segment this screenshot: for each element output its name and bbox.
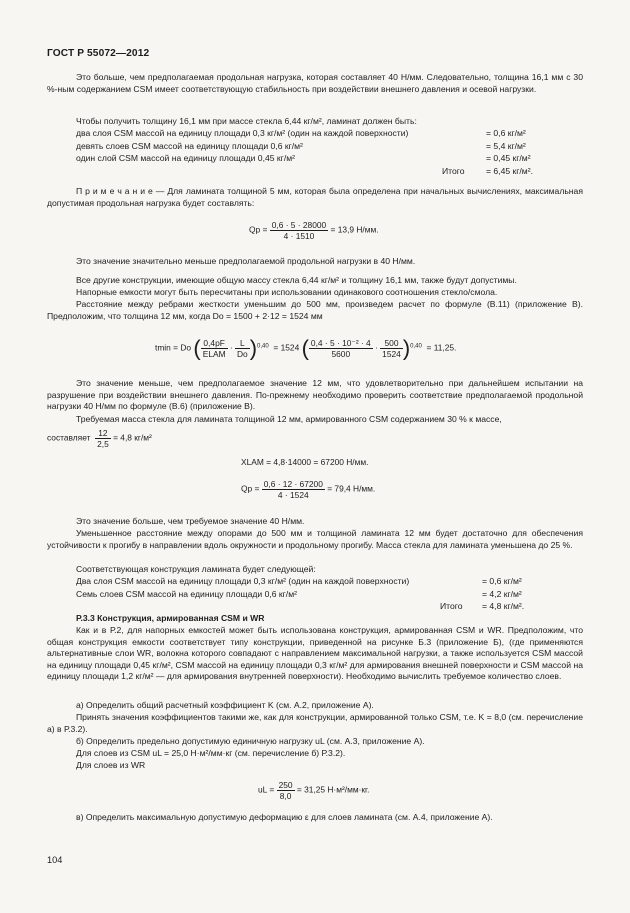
paragraph-15: б) Определить предельно допустимую единичную нагрузку uL (см. А.3, приложение А). [76, 736, 425, 746]
eq2-rhs: = 11,25. [426, 342, 457, 353]
list1-item-3-value: = 0,45 кг/м² [486, 153, 531, 163]
paragraph-1: Это больше, чем предполагаемая продольная нагрузка, которая составляет 40 Н/мм. Следовательно, толщина 16,1 мм с 30 %-ным содержанием CSM имеет соответствующую стабильность при воздействии внешнего давления и осевой нагрузки. [47, 72, 583, 94]
eq2-left-paren: ( [193, 335, 201, 361]
paragraph-18: в) Определить максимальную допустимую деформацию ε для слоев ламината (см. А.4, приложение А). [76, 812, 493, 822]
document-header: ГОСТ Р 55072—2012 [47, 48, 150, 59]
list1-item-3-label: один слой CSM массой на единицу площади 0,45 кг/м² [76, 153, 295, 163]
eq5-rhs: = 31,25 Н·м²/мм·кг. [296, 784, 370, 795]
eq2-f1-numerator: 0,4pF [201, 338, 228, 349]
section-title: Р.3.3 Конструкция, армированная CSM и WR [76, 613, 265, 623]
page-number: 104 [47, 855, 63, 865]
paragraph-2-intro: Чтобы получить толщину 16,1 мм при массе стекла 6,44 кг/м², ламинат должен быть: [76, 116, 417, 126]
eq2-f3-denominator: 5600 [331, 349, 351, 359]
eq1-rhs: = 13,9 Н/мм. [330, 224, 379, 235]
eq2-mid: = 1524 [273, 342, 300, 353]
paragraph-14: Принять значения коэффициентов такими же, как для конструкции, армированной только CSM, т.е. K = 8,0 (см. перечисление а) в Р.3.2). [47, 712, 583, 734]
equation-3 [241, 457, 368, 469]
eq5-fraction [277, 780, 295, 801]
paragraph-13: а) Определить общий расчетный коэффициент K (см. А.2, приложение А). [76, 700, 374, 710]
eq2-f2-numerator: L [235, 338, 250, 349]
paragraph-4: Все другие конструкции, имеющие общую массу стекла 6,44 кг/м² и толщину 16,1 мм, также будут допустимы. [76, 275, 517, 285]
paragraph-10: Уменьшенное расстояние между опорами до 500 мм и толщиной ламината 12 мм будет достаточно для обеспечения устойчивости к прогибу в направлении вдоль окружности и продольному прогибу. Масса стекла для ламината уменьшена до 25 %. [47, 528, 583, 550]
eq2-fraction-4 [380, 338, 403, 359]
paragraph-6: Расстояние между ребрами жесткости уменьшим до 500 мм, произведем расчет по формуле (В.11) (приложение В). Предположим, что толщина 12 мм, когда Do = 1500 + 2·12 = 1524 мм [47, 299, 583, 321]
eq2-fraction-3 [309, 338, 373, 359]
eq2-exponent-2: 0,40 [410, 343, 422, 350]
list1-item-2-label: девять слоев CSM массой на единицу площади 0,6 кг/м² [76, 141, 303, 151]
equation-5 [258, 780, 369, 801]
list1-item-1-label: два слоя CSM массой на единицу площади 0,3 кг/м² (один на каждой поверхности) [76, 128, 409, 138]
eq2-lhs: tmin = Do [155, 342, 192, 353]
paragraph-8: Требуемая масса стекла для ламината толщиной 12 мм, армированного CSM содержанием 30 % к массе, [76, 414, 502, 424]
paragraph-17: Для слоев из WR [76, 760, 146, 770]
p8-numerator: 12 [95, 428, 111, 439]
p8-rhs: = 4,8 кг/м² [113, 432, 152, 443]
eq4-lhs: Qp = [241, 483, 260, 494]
list2-item-2-label: Семь слоев CSM массой на единицу площади 0,6 кг/м² [76, 589, 297, 599]
eq2-right-paren: ) [249, 335, 258, 361]
eq2-right-paren-2: ) [402, 335, 411, 361]
equation-2: tmin = Do ( $\frac{0,4pF}{\text{ELAM}}$ · $\frac{L}{Do}$ )$^{0,40}$ = 1524 ( $\frac{\text{0,4 · 5 · 10⁻² · 4}}{5600}$ · $\frac{500}{1524}$ )$^{0,40}$ = 11,25. [155, 335, 457, 361]
p8-lead: составляет [47, 432, 91, 443]
list1-total-label: Итого [442, 166, 465, 176]
eq2-left-paren-2: ( [301, 335, 309, 361]
eq1-fraction [270, 220, 328, 241]
eq2-exponent-1: 0,40 [257, 343, 269, 350]
equation-4 [241, 479, 375, 500]
eq4-rhs: = 79,4 Н/мм. [327, 483, 376, 494]
eq3-lhs: XLAM = [241, 457, 272, 467]
eq1-lhs: Qp = [249, 224, 268, 235]
list2-item-1-label: Два слоя CSM массой на единицу площади 0,3 кг/м² (один на каждой поверхности) [76, 576, 410, 586]
eq2-f4-numerator: 500 [380, 338, 403, 349]
eq5-denominator: 8,0 [279, 791, 292, 801]
list2-item-2-value: = 4,2 кг/м² [482, 589, 522, 599]
equation-1 [249, 220, 379, 241]
eq2-fraction-2 [235, 338, 250, 359]
eq2-f4-denominator: 1524 [382, 349, 401, 359]
paragraph-9: Это значение больше, чем требуемое значение 40 Н/мм. [76, 516, 305, 526]
eq2-f1-denominator: ELAM [202, 349, 226, 359]
paragraph-11: Соответствующая конструкция ламината будет следующей: [76, 564, 316, 574]
eq5-numerator: 250 [278, 780, 293, 790]
paragraph-8-formula [47, 428, 152, 449]
p8-fraction [95, 428, 111, 449]
list2-total-label: Итого [440, 601, 463, 611]
paragraph-3: Это значение значительно меньше предполагаемой продольной нагрузки в 40 Н/мм. [76, 256, 416, 266]
list1-total-value: = 6,45 кг/м². [486, 166, 533, 176]
list1-item-1-value: = 0,6 кг/м² [486, 128, 526, 138]
paragraph-12: Как и в Р.2, для напорных емкостей может быть использована конструкция, армированная CSM и WR. Предположим, что общая конструкция емкости соответствует типу конструкции, приведенной на рисунке Б.3 (приложение Б), (где применяются альтернативные слои WR, волокна которого совпадают с направлением максимальной нагрузки, а также используется CSM массой на единицу площади 0,45 кг/м², CSM массой на единицу площади 0,3 кг/м² для армирования внешней поверхности и CSM массой на единицу площади 1,2 кг/м² — для армирования внутренней поверхности). Необходимо вычислить требуемое количество слоев. [47, 625, 583, 682]
paragraph-16: Для слоев из CSM uL = 25,0 Н·м²/мм·кг (см. перечисление б) Р.3.2). [76, 748, 346, 758]
list1-item-2-value: = 5,4 кг/м² [486, 141, 526, 151]
paragraph-5: Напорные емкости могут быть пересчитаны при использовании одинакового соотношения стекло/смола. [76, 287, 498, 297]
eq1-denominator: 4 · 1510 [283, 231, 315, 241]
eq2-f2-denominator: Do [237, 349, 248, 359]
eq2-f3-numerator: 0,4 · 5 · 10⁻² · 4 [310, 338, 371, 348]
eq3-rhs: 4,8·14000 = 67200 Н/мм. [273, 457, 369, 467]
eq2-fraction-1 [201, 338, 228, 359]
eq4-denominator: 4 · 1524 [277, 490, 309, 500]
eq4-fraction [262, 479, 325, 500]
eq4-numerator: 0,6 · 12 · 67200 [263, 479, 323, 489]
list2-item-1-value: = 0,6 кг/м² [482, 576, 522, 586]
p8-denominator: 2,5 [97, 439, 109, 449]
list2-total-value: = 4,8 кг/м². [482, 601, 525, 611]
eq5-lhs: uL = [258, 784, 275, 795]
paragraph-7: Это значение меньше, чем предполагаемое значение 12 мм, что удовлетворительно при дальнейшем испытании на разрушение при воздействии внешнего давления. По-прежнему необходимо проверить соответствие предполагаемой продольной нагрузки 40 Н/мм по формуле (В.6) (приложение В). [47, 378, 583, 412]
note: П р и м е ч а н и е — Для ламината толщиной 5 мм, которая была определена при начальных вычислениях, максимальная допустимая продольная нагрузка будет составлять: [47, 186, 583, 208]
eq1-numerator: 0,6 · 5 · 28000 [271, 220, 327, 230]
